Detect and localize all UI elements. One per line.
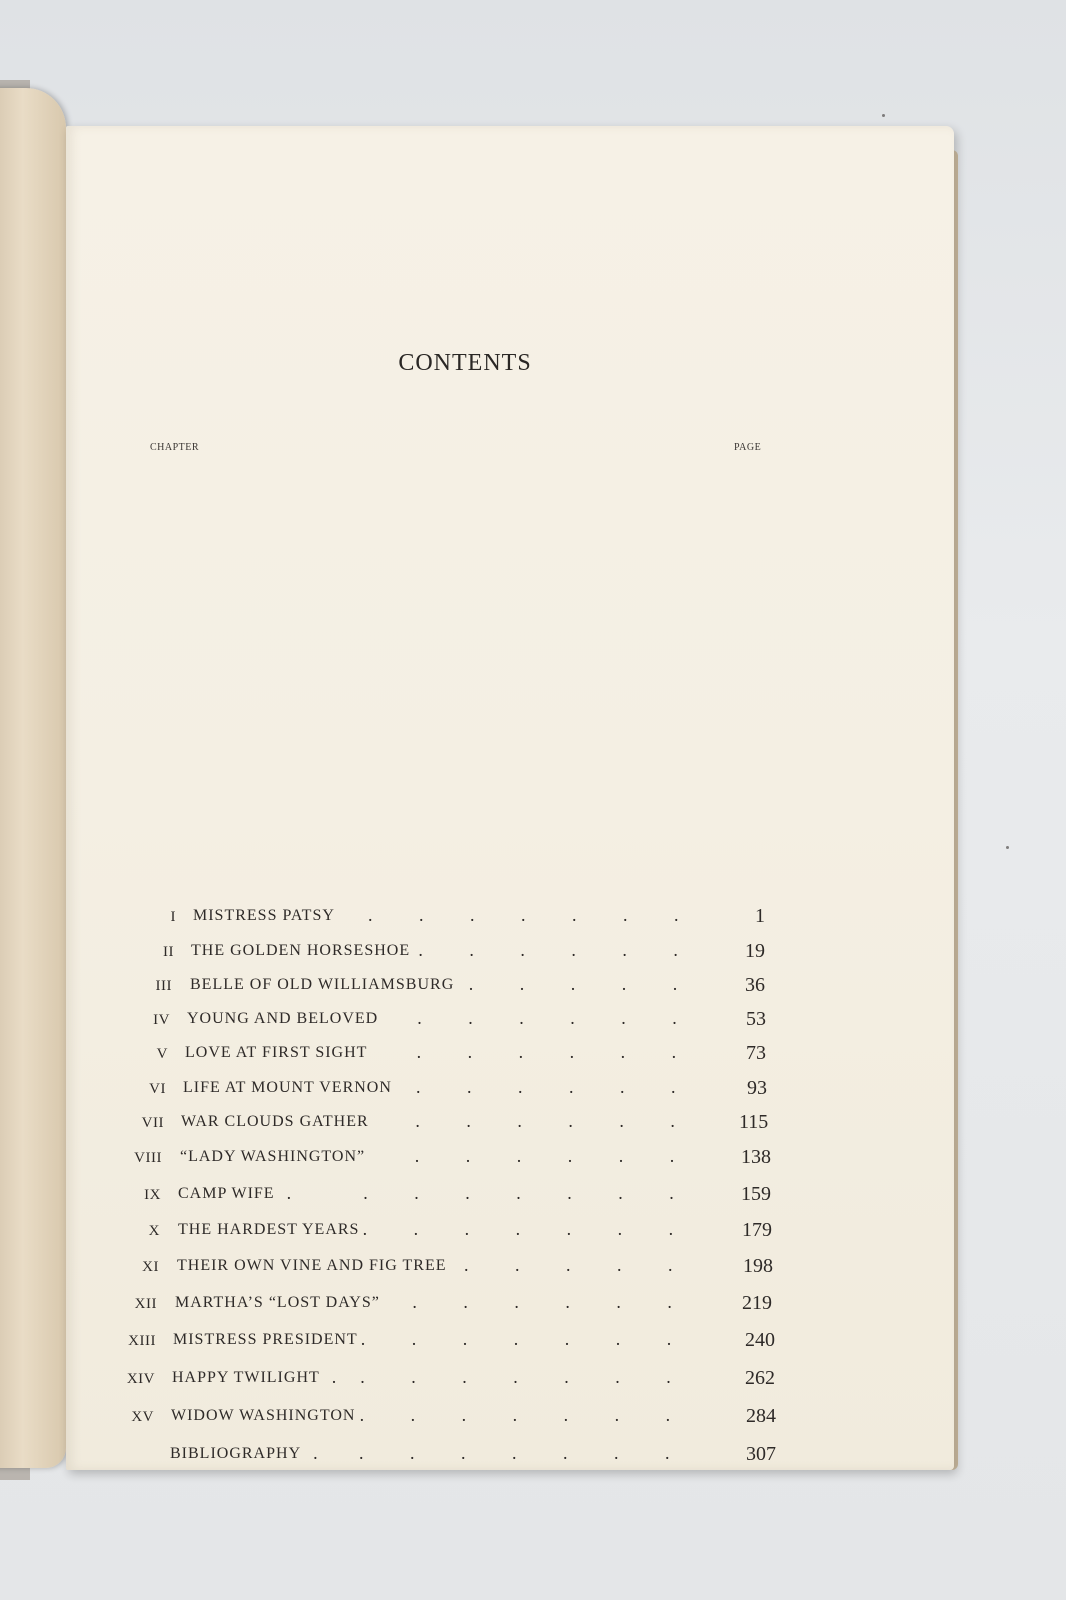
leader-dot: . — [666, 1367, 671, 1387]
leader-dot: . — [368, 905, 373, 925]
page-number: 307 — [746, 1443, 776, 1465]
chapter-number: III — [155, 978, 172, 994]
leader-dot: . — [411, 1367, 416, 1387]
leader-dot: . — [617, 1255, 622, 1275]
toc-entry — [0, 1292, 930, 1322]
chapter-title: WIDOW WASHINGTON — [171, 1407, 356, 1424]
leader-dot: . — [512, 1405, 518, 1425]
toc-entry — [0, 1405, 930, 1435]
leader-dot: . — [665, 1405, 671, 1425]
leader-dot: . — [563, 1443, 568, 1463]
leader-dot: . — [672, 974, 678, 994]
leader-dot: . — [518, 1077, 523, 1097]
toc-entry — [0, 1183, 930, 1213]
leader-dot: . — [572, 905, 577, 925]
page-number: 36 — [745, 974, 765, 996]
leader-dots — [0, 1111, 930, 1141]
leader-dot: . — [566, 1255, 571, 1275]
leader-dot: . — [513, 1329, 519, 1349]
leader-dot: . — [411, 1329, 417, 1349]
leader-dot: . — [468, 1008, 473, 1028]
leader-dot: . — [670, 1111, 675, 1131]
chapter-title: MISTRESS PRESIDENT — [173, 1331, 358, 1348]
leader-dot: . — [464, 1219, 470, 1239]
page-number: 284 — [746, 1405, 776, 1427]
leader-dots — [0, 974, 930, 1004]
leader-dots — [0, 1219, 930, 1249]
leader-dot: . — [566, 1219, 572, 1239]
page-number: 93 — [747, 1077, 767, 1099]
chapter-title: THE HARDEST YEARS — [178, 1221, 360, 1238]
leader-dots — [0, 1255, 930, 1285]
leader-dot: . — [519, 1008, 524, 1028]
contents-heading: CONTENTS — [398, 350, 532, 376]
leader-dot: . — [668, 1219, 674, 1239]
page-column-header: PAGE — [734, 442, 762, 453]
chapter-title: WAR CLOUDS GATHER — [181, 1113, 369, 1130]
leader-dot: . — [359, 1443, 364, 1463]
leader-dots — [0, 1405, 930, 1435]
page-number: 138 — [741, 1146, 771, 1168]
leader-dot: . — [565, 1292, 570, 1312]
leader-dot: . — [618, 1183, 623, 1203]
page-number: 19 — [745, 940, 765, 962]
leader-dot: . — [622, 940, 627, 960]
leader-dot: . — [515, 1255, 520, 1275]
toc-entry — [0, 1077, 930, 1107]
leader-dot: . — [614, 1405, 620, 1425]
leader-dot: . — [512, 1443, 517, 1463]
page-number: 159 — [741, 1183, 771, 1205]
chapter-number: X — [148, 1223, 160, 1239]
leader-dot: . — [620, 1077, 625, 1097]
leader-dot: . — [360, 1329, 366, 1349]
leader-dot: . — [621, 974, 627, 994]
leader-dot: . — [313, 1443, 318, 1463]
toc-entry — [0, 974, 930, 1004]
leader-dot: . — [570, 974, 576, 994]
leader-dot: . — [466, 1111, 471, 1131]
leader-dot: . — [618, 1146, 624, 1166]
chapter-title: “LADY WASHINGTON” — [180, 1148, 366, 1165]
toc-entry — [0, 1146, 930, 1176]
leader-dots — [0, 1008, 930, 1038]
leader-dot: . — [362, 1219, 368, 1239]
leader-dot: . — [360, 1367, 365, 1387]
leader-dot: . — [672, 1008, 677, 1028]
toc-entry — [0, 1008, 930, 1038]
toc-entry — [0, 1367, 930, 1397]
leader-dot: . — [569, 1077, 574, 1097]
leader-dots — [0, 1292, 930, 1322]
leader-dot: . — [410, 1405, 416, 1425]
leader-dot: . — [673, 940, 678, 960]
leader-dot: . — [665, 1443, 670, 1463]
leader-dot: . — [667, 1292, 672, 1312]
leader-dots — [0, 1183, 930, 1213]
chapter-number: XIII — [128, 1333, 156, 1349]
leader-dot: . — [414, 1146, 420, 1166]
leader-dot: . — [470, 905, 475, 925]
leader-dot: . — [674, 905, 679, 925]
leader-dot: . — [671, 1042, 677, 1062]
chapter-title: THE GOLDEN HORSESHOE — [191, 942, 411, 959]
leader-dot: . — [416, 1077, 421, 1097]
chapter-title: LOVE AT FIRST SIGHT — [185, 1044, 368, 1061]
chapter-number: I — [170, 909, 176, 925]
leader-dot: . — [515, 1219, 521, 1239]
leader-dot: . — [419, 905, 424, 925]
leader-dot: . — [467, 1077, 472, 1097]
leader-dot: . — [465, 1183, 470, 1203]
leader-dot: . — [570, 1008, 575, 1028]
leader-dot: . — [619, 1111, 624, 1131]
leader-dot: . — [415, 1111, 420, 1131]
chapter-title: YOUNG AND BELOVED — [187, 1010, 379, 1027]
leader-dot: . — [569, 1042, 575, 1062]
leader-dot: . — [519, 974, 525, 994]
leader-dot: . — [410, 1443, 415, 1463]
leader-dot: . — [669, 1146, 675, 1166]
leader-dot: . — [517, 1111, 522, 1131]
leader-dots — [0, 905, 930, 935]
page-number: 262 — [745, 1367, 775, 1389]
chapter-number: II — [163, 944, 174, 960]
leader-dot: . — [518, 1042, 524, 1062]
leader-dot: . — [671, 1077, 676, 1097]
leader-dot: . — [418, 940, 423, 960]
chapter-title: LIFE AT MOUNT VERNON — [183, 1079, 392, 1096]
toc-entry — [0, 1111, 930, 1141]
chapter-title: BELLE OF OLD WILLIAMSBURG — [190, 976, 455, 993]
leader-dot: . — [513, 1367, 518, 1387]
leader-dots — [0, 1042, 930, 1072]
leader-dot: . — [462, 1329, 468, 1349]
leader-dot: . — [563, 1405, 569, 1425]
leader-dot: . — [669, 1183, 674, 1203]
chapter-number: XII — [134, 1296, 157, 1312]
leader-dot: . — [462, 1367, 467, 1387]
leader-dot: . — [614, 1443, 619, 1463]
toc-entry — [0, 1255, 930, 1285]
leader-dot: . — [623, 905, 628, 925]
chapter-column-header: CHAPTER — [150, 442, 200, 453]
leader-dot: . — [461, 1443, 466, 1463]
leader-dot: . — [567, 1146, 573, 1166]
page-number: 240 — [745, 1329, 775, 1351]
leader-dot: . — [363, 1183, 368, 1203]
page-number: 53 — [746, 1008, 766, 1030]
chapter-number: VIII — [134, 1150, 162, 1166]
leader-dot: . — [666, 1329, 672, 1349]
leader-dots — [0, 940, 930, 970]
leader-dot: . — [571, 940, 576, 960]
toc-entry — [0, 1042, 930, 1072]
leader-dot: . — [461, 1405, 467, 1425]
leader-dot: . — [463, 1292, 468, 1312]
page-number: 198 — [743, 1255, 773, 1277]
leader-dots — [0, 1146, 930, 1176]
chapter-title: THEIR OWN VINE AND FIG TREE — [177, 1257, 447, 1274]
leader-dot: . — [413, 1219, 419, 1239]
toc-entry — [0, 905, 930, 935]
leader-dots — [0, 1443, 930, 1473]
page-speck — [1006, 846, 1009, 849]
leader-dot: . — [331, 1367, 337, 1387]
leader-dots — [0, 1367, 930, 1397]
page-number: 179 — [742, 1219, 772, 1241]
leader-dot: . — [520, 940, 525, 960]
leader-dot: . — [464, 1255, 469, 1275]
chapter-title: CAMP WIFE — [178, 1185, 275, 1202]
leader-dots — [0, 1329, 930, 1359]
leader-dot: . — [668, 1255, 673, 1275]
toc-entry — [0, 940, 930, 970]
leader-dot: . — [567, 1183, 572, 1203]
chapter-title: HAPPY TWILIGHT — [172, 1369, 320, 1386]
toc-entry-bibliography — [0, 1443, 930, 1473]
chapter-title: MARTHA’S “LOST DAYS” — [175, 1294, 380, 1311]
leader-dot: . — [615, 1367, 620, 1387]
leader-dot: . — [617, 1219, 623, 1239]
page-number: 219 — [742, 1292, 772, 1314]
chapter-title: MISTRESS PATSY — [193, 907, 335, 924]
leader-dot: . — [516, 1146, 522, 1166]
leader-dot: . — [615, 1329, 621, 1349]
chapter-number: V — [156, 1046, 168, 1062]
leader-dot: . — [465, 1146, 471, 1166]
toc-entry — [0, 1329, 930, 1359]
page-number: 1 — [755, 905, 765, 927]
leader-dot: . — [564, 1329, 570, 1349]
leader-dot: . — [514, 1292, 519, 1312]
leader-dot: . — [286, 1183, 292, 1203]
leader-dots — [0, 1077, 930, 1107]
chapter-title: BIBLIOGRAPHY — [170, 1445, 302, 1462]
leader-dot: . — [468, 974, 474, 994]
page-number: 73 — [746, 1042, 766, 1064]
chapter-number: VII — [141, 1115, 164, 1131]
chapter-number: XI — [142, 1259, 159, 1275]
leader-dot: . — [564, 1367, 569, 1387]
leader-dot: . — [412, 1292, 417, 1312]
leader-dot: . — [621, 1008, 626, 1028]
page-speck — [882, 114, 885, 117]
toc-entry — [0, 1219, 930, 1249]
chapter-number: VI — [149, 1081, 166, 1097]
leader-dot: . — [416, 1042, 422, 1062]
leader-dot: . — [568, 1111, 573, 1131]
leader-dot: . — [516, 1183, 521, 1203]
leader-dot: . — [467, 1042, 473, 1062]
leader-dot: . — [359, 1405, 365, 1425]
leader-dot: . — [521, 905, 526, 925]
leader-dot: . — [417, 1008, 422, 1028]
chapter-number: XV — [131, 1409, 154, 1425]
chapter-number: IX — [144, 1187, 161, 1203]
chapter-number: XIV — [126, 1371, 155, 1387]
page-number: 115 — [739, 1111, 769, 1133]
leader-dot: . — [414, 1183, 419, 1203]
leader-dot: . — [616, 1292, 621, 1312]
chapter-number: IV — [153, 1012, 170, 1028]
leader-dot: . — [469, 940, 474, 960]
leader-dot: . — [620, 1042, 626, 1062]
